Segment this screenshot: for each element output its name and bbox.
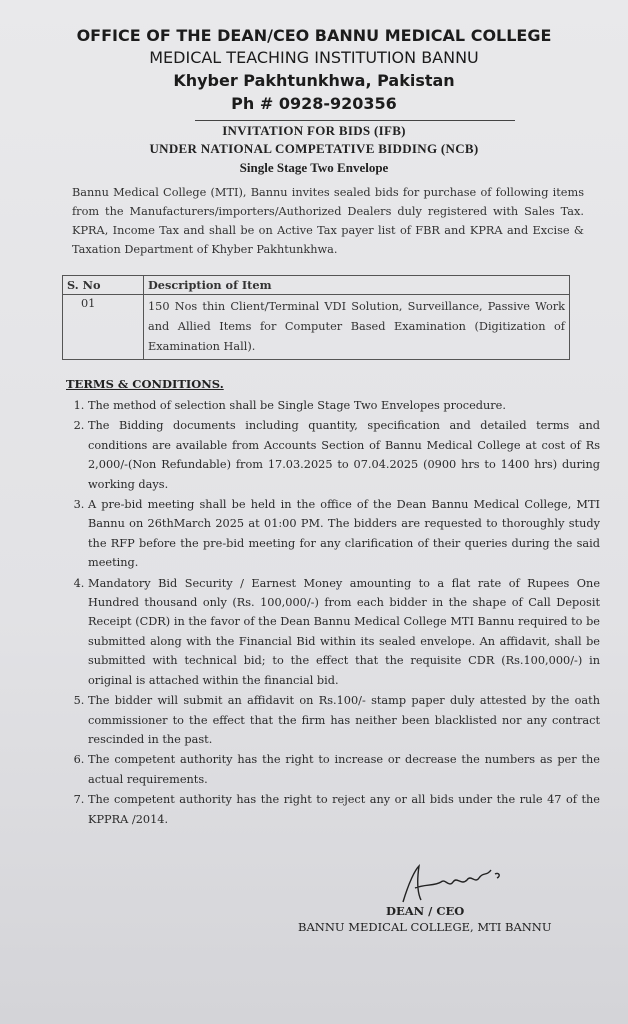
- institution-name: MEDICAL TEACHING INSTITUTION BANNU: [149, 48, 479, 67]
- terms-list: [66, 396, 600, 830]
- cell-sno: 01: [63, 295, 144, 360]
- office-title: OFFICE OF THE DEAN/CEO BANNU MEDICAL COLLEGE: [76, 26, 552, 45]
- term-item: 7. The competent authority has the right to reject any or all bids under the rule 47 of the KPPRA /2014.: [88, 790, 600, 829]
- term-item: 3. A pre-bid meeting shall be held in the office of the Dean Bannu Medical College, MTI Bannu on 26thMarch 2025 at 01:00 PM. The bidders are requested to thoroughly study the RFP before the pre-bid meeting for any clarification of their queries during the said meeting.: [88, 495, 600, 573]
- province: Khyber Pakhtunkhwa, Pakistan: [173, 71, 455, 90]
- header-sno: S. No: [63, 276, 144, 295]
- term-item: 1. The method of selection shall be Single Stage Two Envelopes procedure.: [88, 396, 600, 415]
- intro-paragraph: Bannu Medical College (MTI), Bannu invites sealed bids for purchase of following items from the Manufacturers/importers/Authorized Dealers duly registered with Sales Tax. KPRA, Income Tax and shall be on Active Tax payer list of FBR and KPRA and Excise & Taxation Department of Khyber Pakhtunkhwa.: [72, 186, 584, 256]
- header-description: Description of Item: [144, 276, 570, 295]
- header-divider: [195, 120, 515, 121]
- table-header-row: [63, 276, 570, 295]
- bidding-method: Single Stage Two Envelope: [239, 160, 389, 175]
- notice-subtitle: UNDER NATIONAL COMPETATIVE BIDDING (NCB): [149, 141, 479, 156]
- phone-number: Ph # 0928-920356: [231, 94, 397, 113]
- table-row: [63, 295, 570, 360]
- term-item: 4. Mandatory Bid Security / Earnest Money amounting to a flat rate of Rupees One Hundred thousand only (Rs. 100,000/-) from each bidder in the shape of Call Deposit Receipt (CDR) in the favor of the Dean Bannu Medical College MTI Bannu required to be submitted along with the Financial Bid within its sealed envelope. An affidavit, shall be submitted with technical bid; to the effect that the requisite CDR (Rs.100,000/-) in original is attached within the financial bid.: [88, 574, 600, 690]
- signatory-title: DEAN / CEO: [386, 904, 465, 918]
- terms-heading: TERMS & CONDITIONS.: [66, 377, 224, 391]
- handwritten-signature: [395, 862, 515, 907]
- cell-description: 150 Nos thin Client/Terminal VDI Solution, Surveillance, Passive Work and Allied Items for Computer Based Examination (Digitization of Examination Hall).: [144, 295, 570, 360]
- items-table: [62, 275, 570, 360]
- notice-title: INVITATION FOR BIDS (IFB): [222, 123, 406, 138]
- term-item: 6. The competent authority has the right to increase or decrease the numbers as per the actual requirements.: [88, 750, 600, 789]
- term-item: 5. The bidder will submit an affidavit on Rs.100/- stamp paper duly attested by the oath commissioner to the effect that the firm has neither been blacklisted nor any contract rescinded in the past.: [88, 691, 600, 749]
- term-item: 2. The Bidding documents including quantity, specification and detailed terms and conditions are available from Accounts Section of Bannu Medical College at cost of Rs 2,000/-(Non Refundable) from 17.03.2025 to 07.04.2025 (0900 hrs to 1400 hrs) during working days.: [88, 416, 600, 494]
- signatory-organization: BANNU MEDICAL COLLEGE, MTI BANNU: [298, 920, 552, 934]
